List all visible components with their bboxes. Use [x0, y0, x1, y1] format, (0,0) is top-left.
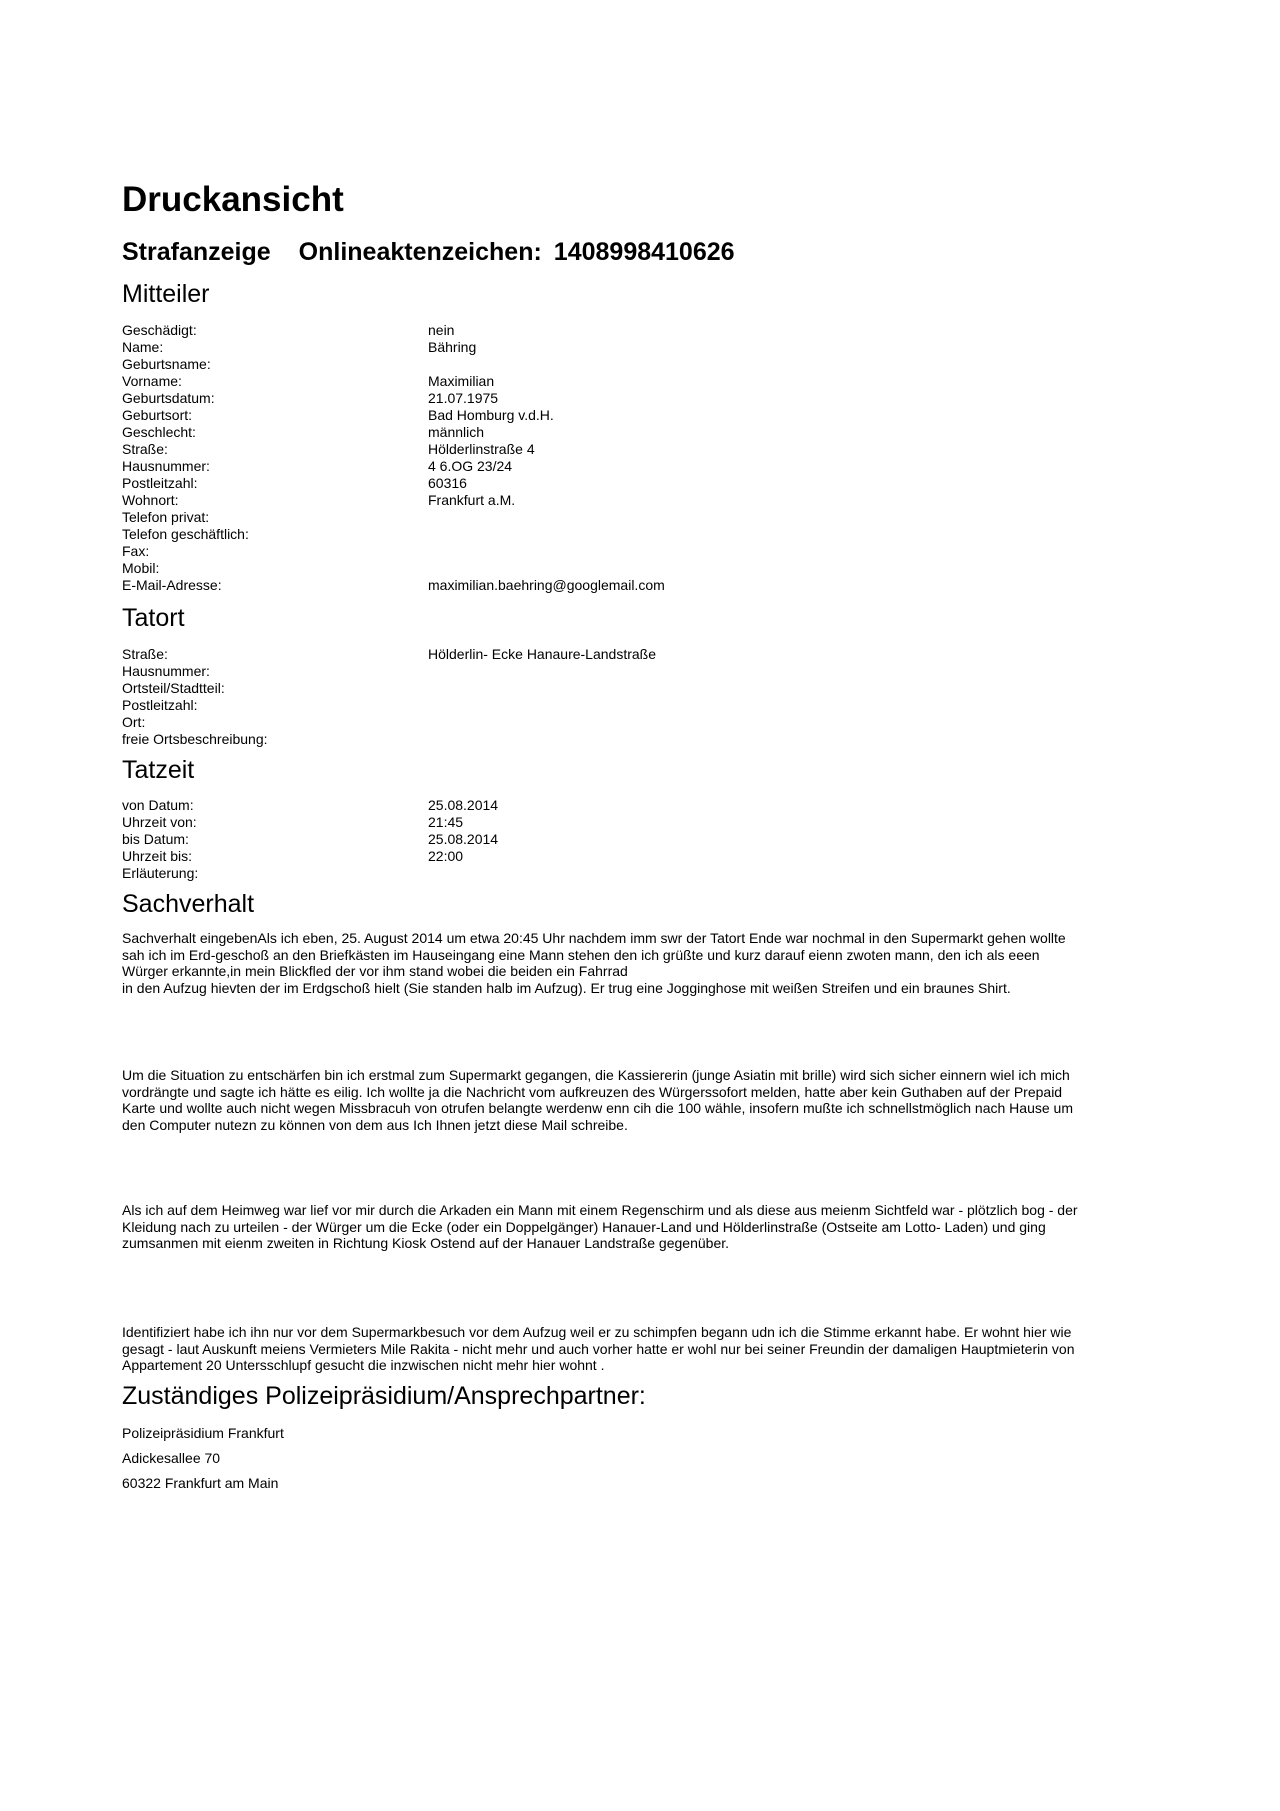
field-label: Geschädigt:: [122, 322, 197, 338]
field-label: Straße:: [122, 646, 168, 662]
field-label: Vorname:: [122, 373, 182, 389]
field-row: [122, 407, 1172, 424]
field-value: 21.07.1975: [428, 390, 499, 406]
field-value: Frankfurt a.M.: [428, 492, 516, 508]
field-row: [122, 526, 1172, 543]
field-row: [122, 373, 1172, 390]
field-label: Mobil:: [122, 560, 160, 576]
police-city-line: 60322 Frankfurt am Main: [122, 1475, 279, 1491]
field-label: Hausnummer:: [122, 458, 210, 474]
field-row: [122, 543, 1172, 560]
field-value: 60316: [428, 475, 467, 491]
police-street-address: Adickesallee 70: [122, 1450, 221, 1466]
report-header: [122, 235, 735, 269]
field-row: [122, 865, 1172, 882]
field-label: Geburtsdatum:: [122, 390, 215, 406]
field-row: [122, 797, 1172, 814]
field-row: [122, 680, 1172, 697]
sachverhalt-paragraph: [122, 1067, 1162, 1133]
field-label: Ortsteil/Stadtteil:: [122, 680, 225, 696]
field-label: Hausnummer:: [122, 663, 210, 679]
field-row: [122, 577, 1172, 594]
field-value: 4 6.OG 23/24: [428, 458, 513, 474]
report-type-label: Strafanzeige: [122, 238, 271, 266]
field-value: maximilian.baehring@googlemail.com: [428, 577, 665, 593]
field-value: 21:45: [428, 814, 464, 830]
field-label: Fax:: [122, 543, 150, 559]
paragraph-line: zumsanmen mit eienm zweiten in Richtung Kiosk Ostend auf der Hanauer Landstraße gegenüber.: [122, 1235, 730, 1251]
field-row: [122, 356, 1172, 373]
section-heading-tatzeit: Tatzeit: [122, 756, 195, 784]
paragraph-line: Sachverhalt eingebenAls ich eben, 25. August 2014 um etwa 20:45 Uhr nachdem imm swr der Tatort Ende war nochmal in den Supermarkt gehen wollte: [122, 930, 1066, 946]
field-label: Geschlecht:: [122, 424, 196, 440]
field-row: [122, 339, 1172, 356]
field-row: [122, 646, 1172, 663]
field-label: Erläuterung:: [122, 865, 199, 881]
field-row: [122, 458, 1172, 475]
paragraph-line: Karte und wollte auch nicht wegen Missbracuh von otrufen belangte werdenw enn cih die 100 wähle, insofern mußte ich schnellstmöglich nach Hause um: [122, 1100, 1073, 1116]
field-value: Hölderlin- Ecke Hanaure-Landstraße: [428, 646, 656, 662]
field-label: bis Datum:: [122, 831, 189, 847]
page-title: Druckansicht: [122, 180, 344, 219]
field-value: männlich: [428, 424, 485, 440]
paragraph-line: vordrängte und sagte ich hätte es eilig. Ich wollte ja die Nachricht vom aufkreuzen des Würgerssofort melden, hatte aber kein Guthaben auf der Prepaid: [122, 1083, 1063, 1100]
field-row: [122, 560, 1172, 577]
field-row: [122, 814, 1172, 831]
field-label: Telefon geschäftlich:: [122, 526, 249, 542]
paragraph-line: Identifiziert habe ich ihn nur vor dem Supermarkbesuch vor dem Aufzug weil er zu schimpfen begann udn ich die Stimme erkannt habe. Er wohnt hier wie: [122, 1324, 1072, 1340]
field-value: 22:00: [428, 848, 464, 864]
field-label: E-Mail-Adresse:: [122, 577, 222, 593]
field-label: freie Ortsbeschreibung:: [122, 731, 268, 747]
field-label: Uhrzeit bis:: [122, 848, 193, 864]
field-label: Uhrzeit von:: [122, 814, 197, 830]
field-row: [122, 663, 1172, 680]
field-value: nein: [428, 322, 455, 338]
field-row: [122, 848, 1172, 865]
section-heading-sachverhalt: Sachverhalt: [122, 890, 255, 918]
tatort-field-list: [122, 646, 1172, 748]
field-label: Ort:: [122, 714, 146, 730]
paragraph-line: Um die Situation zu entschärfen bin ich erstmal zum Supermarkt gegangen, die Kassiererin (junge Asiatin mit brille) wird sich sicher einnern wiel ich mich: [122, 1067, 1070, 1083]
field-value: Bad Homburg v.d.H.: [428, 407, 554, 423]
tatzeit-field-list: [122, 797, 1172, 882]
sachverhalt-paragraph: [122, 930, 1162, 996]
field-row: [122, 475, 1172, 492]
paragraph-line: in den Aufzug hievten der im Erdgschoß hielt (Sie standen halb im Aufzug). Er trug eine Jogginghose mit weißen Streifen und ein braunes Shirt.: [122, 979, 1011, 996]
field-value: 25.08.2014: [428, 831, 499, 847]
field-row: [122, 831, 1172, 848]
paragraph-line: Als ich auf dem Heimweg war lief vor mir durch die Arkaden ein Mann mit einem Regenschirm und als diese aus meienm Sichtfeld war - plötzlich bog - der: [122, 1202, 1078, 1218]
field-value: Bähring: [428, 339, 477, 355]
mitteiler-field-list: [122, 322, 1172, 594]
sachverhalt-paragraph: [122, 1324, 1162, 1374]
paragraph-line: gesagt - laut Auskunft meiens Vermieters Mile Rakita - nicht mehr und auch vorher hatte er wohl nur bei seiner Freundin der damaligen Hauptmieterin von: [122, 1340, 1075, 1357]
field-row: [122, 509, 1172, 526]
field-label: Name:: [122, 339, 164, 355]
police-station-name: Polizeipräsidium Frankfurt: [122, 1425, 284, 1441]
field-row: [122, 390, 1172, 407]
paragraph-line: Kleidung nach zu urteilen - der Würger um die Ecke (oder ein Doppelgänger) Hanauer-Land und Hölderlinstraße (Ostseite am Lotto- Laden) und ging: [122, 1218, 1046, 1235]
field-label: Geburtsort:: [122, 407, 193, 423]
section-heading-mitteiler: Mitteiler: [122, 280, 210, 308]
paragraph-line: Appartement 20 Untersschlupf gesucht die inzwischen nicht mehr hier wohnt .: [122, 1357, 605, 1373]
field-row: [122, 424, 1172, 441]
field-label: Postleitzahl:: [122, 475, 198, 491]
field-row: [122, 322, 1172, 339]
reference-number-value: 1408998410626: [553, 238, 735, 266]
field-label: Postleitzahl:: [122, 697, 198, 713]
paragraph-line: Würger erkannte,in mein Blickfled der vor ihm stand wobei die beiden ein Fahrrad: [122, 963, 628, 979]
field-row: [122, 714, 1172, 731]
field-label: Wohnort:: [122, 492, 179, 508]
field-label: Straße:: [122, 441, 168, 457]
field-row: [122, 441, 1172, 458]
field-label: Telefon privat:: [122, 509, 210, 525]
paragraph-line: den Computer nutezn zu können von dem aus Ich Ihnen jetzt diese Mail schreibe.: [122, 1116, 628, 1133]
field-value: 25.08.2014: [428, 797, 499, 813]
sachverhalt-paragraph: [122, 1202, 1162, 1252]
section-heading-police: Zuständiges Polizeipräsidium/Ansprechpartner:: [122, 1382, 646, 1410]
section-heading-tatort: Tatort: [122, 604, 185, 632]
field-value: Hölderlinstraße 4: [428, 441, 535, 457]
paragraph-line: sah ich im Erd-geschoß an den Briefkästen im Hauseingang eine Mann stehen den ich grüßte und kurz darauf eienn zwoten mann, den ich als eeen: [122, 946, 1040, 963]
field-label: Geburtsname:: [122, 356, 211, 372]
field-row: [122, 731, 1172, 748]
field-value: Maximilian: [428, 373, 495, 389]
reference-number-label: Onlineaktenzeichen:: [298, 238, 542, 266]
field-row: [122, 492, 1172, 509]
field-row: [122, 697, 1172, 714]
field-label: von Datum:: [122, 797, 194, 813]
